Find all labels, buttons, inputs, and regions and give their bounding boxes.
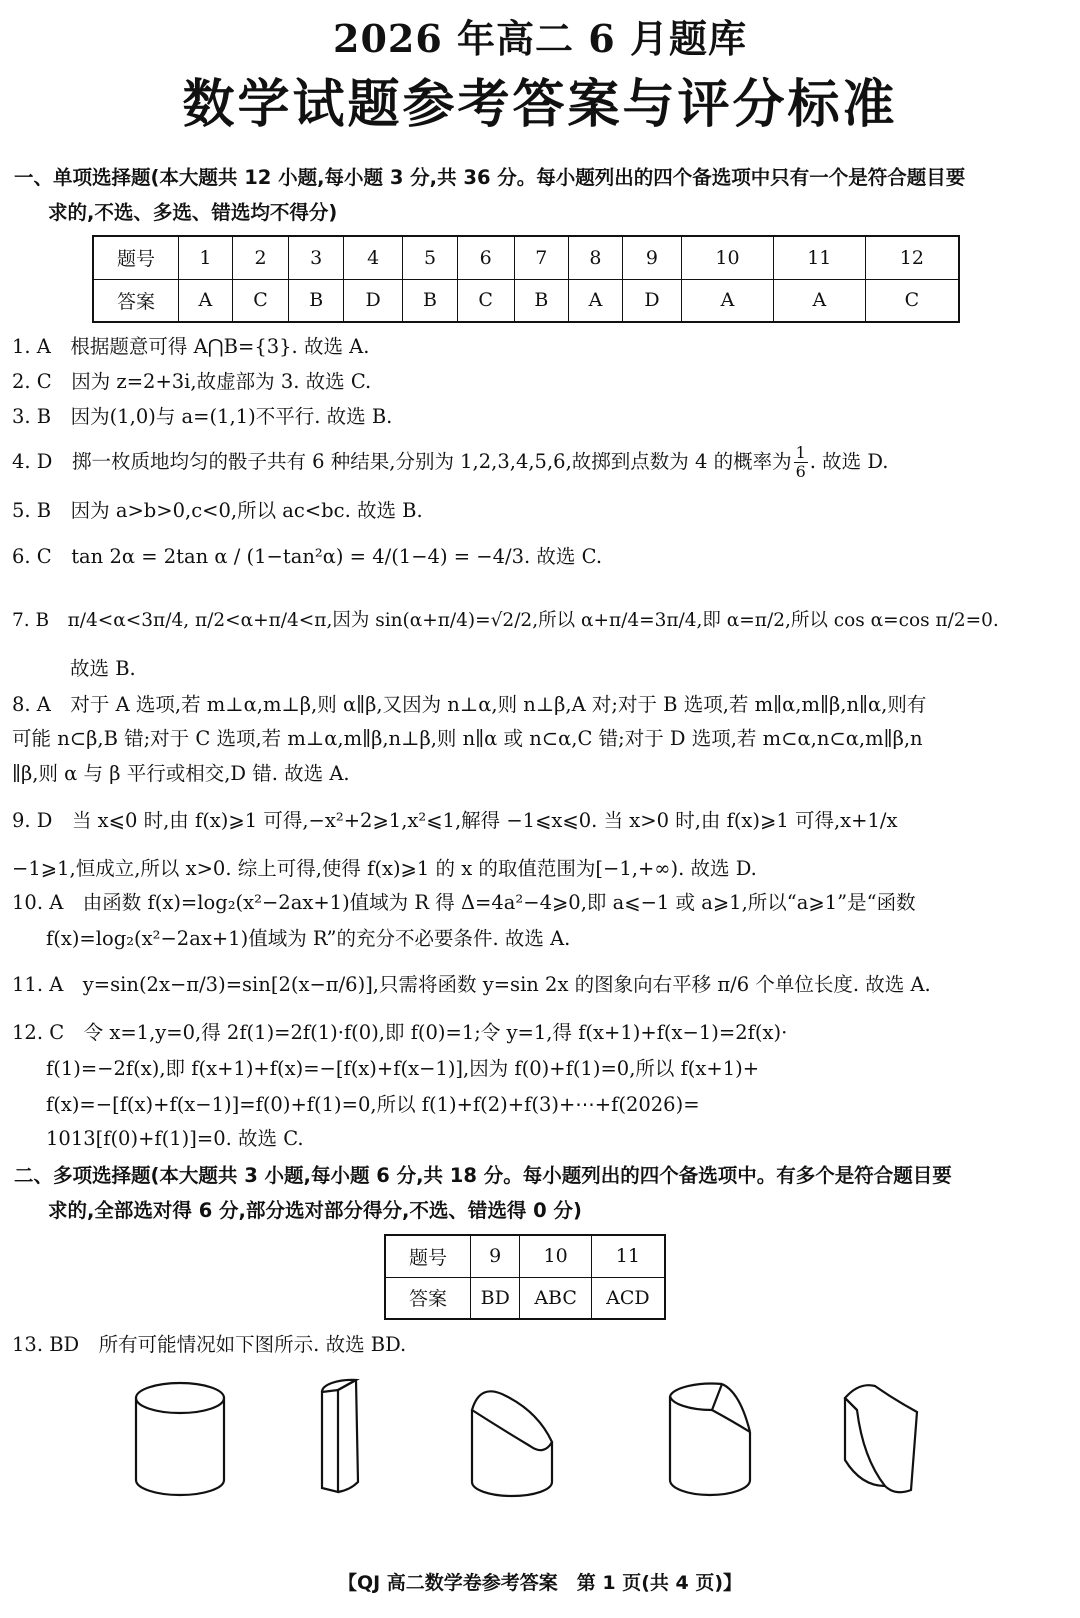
question-number-cell: 1 (179, 236, 233, 279)
notched-cylinder-icon (670, 1384, 750, 1495)
section2-heading (14, 1158, 1064, 1228)
question-number-cell: 7 (514, 236, 569, 279)
fraction-one-sixth (794, 444, 808, 481)
exam-title: 2026 年高二 6 月题库 (333, 16, 747, 61)
solution-7-line1: 7. B π/4<α<3π/4, π/2<α+π/4<π,因为 sin(α+π/4)=√2/2,所以 α+π/4=3π/4,即 α=π/2,所以 cos α=cos π/2=0. (12, 610, 999, 631)
solution-8-line3: ∥β,则 α 与 β 平行或相交,D 错. 故选 A. (12, 762, 350, 785)
slanted-cut-cylinder-icon (472, 1391, 552, 1496)
solution-4-text: 4. D 掷一枚质地均匀的骰子共有 6 种结果,分别为 1,2,3,4,5,6,故掷到点数为 4 的概率为 (12, 450, 792, 473)
answer-cell: A (773, 279, 865, 322)
solution-1: 1. A 根据题意可得 A⋂B={3}. 故选 A. (12, 335, 370, 358)
solid-figures (110, 1370, 950, 1510)
solution-6: 6. C tan 2α = 2tan α / (1−tan²α) = 4/(1−4) = −4/3. 故选 C. (12, 545, 603, 568)
answer-cell: B (403, 279, 458, 322)
question-number-cell: 12 (865, 236, 959, 279)
solution-13: 13. BD 所有可能情况如下图所示. 故选 BD. (12, 1333, 407, 1356)
document-title: 数学试题参考答案与评分标准 (182, 75, 898, 135)
question-number-cell: 5 (403, 236, 458, 279)
section2-heading-line1: 二、多项选择题(本大题共 3 小题,每小题 6 分,共 18 分。每小题列出的四个备选项中。有多个是符合题目要 (14, 1164, 952, 1187)
page-footer: 【QJ 高二数学卷参考答案 第 1 页(共 4 页)】 (337, 1572, 743, 1594)
section1-heading-line2: 求的,不选、多选、错选均不得分) (48, 201, 338, 224)
answer-table-single (92, 235, 960, 323)
solution-8-line2: 可能 n⊂β,B 错;对于 C 选项,若 m⊥α,m∥β,n⊥β,则 n∥α 或 n⊂α,C 错;对于 D 选项,若 m⊂α,n⊂α,m∥β,n (12, 727, 923, 750)
solution-7-line2: 故选 B. (70, 657, 136, 680)
solution-2: 2. C 因为 z=2+3i,故虚部为 3. 故选 C. (12, 370, 372, 393)
table-header-question: 题号 (93, 236, 179, 279)
question-number-cell: 2 (232, 236, 289, 279)
question-number-cell: 11 (773, 236, 865, 279)
answer-cell: C (232, 279, 289, 322)
answer-table-multiple (384, 1234, 666, 1320)
question-number-cell: 10 (520, 1235, 591, 1277)
table-header-answer: 答案 (385, 1277, 471, 1319)
solution-3: 3. B 因为(1,0)与 a=(1,1)不平行. 故选 B. (12, 405, 393, 428)
question-number-cell: 8 (569, 236, 623, 279)
answer-cell: BD (471, 1277, 520, 1319)
solution-9-line2: −1⩾1,恒成立,所以 x>0. 综上可得,使得 f(x)⩾1 的 x 的取值范围为[−1,+∞). 故选 D. (12, 857, 757, 880)
solution-12-line3: f(x)=−[f(x)+f(x−1)]=f(0)+f(1)=0,所以 f(1)+f(2)+f(3)+⋯+f(2026)= (46, 1093, 700, 1116)
section2-heading-line2: 求的,全部选对得 6 分,部分选对部分得分,不选、错选得 0 分) (48, 1199, 582, 1222)
question-number-cell: 6 (457, 236, 514, 279)
table-header-answer: 答案 (93, 279, 179, 322)
answer-cell: A (569, 279, 623, 322)
section1-heading (14, 160, 1064, 230)
cylinder-icon (136, 1383, 224, 1495)
answer-cell: ABC (520, 1277, 591, 1319)
answer-cell: A (682, 279, 774, 322)
solution-12-line4: 1013[f(0)+f(1)]=0. 故选 C. (46, 1127, 304, 1150)
answer-cell: D (344, 279, 403, 322)
question-number-cell: 9 (471, 1235, 520, 1277)
table-header-question: 题号 (385, 1235, 471, 1277)
question-number-cell: 11 (591, 1235, 665, 1277)
section1-heading-line1: 一、单项选择题(本大题共 12 小题,每小题 3 分,共 36 分。每小题列出的四个备选项中只有一个是符合题目要 (14, 166, 966, 189)
solution-5: 5. B 因为 a>b>0,c<0,所以 ac<bc. 故选 B. (12, 499, 423, 522)
answer-cell: D (622, 279, 681, 322)
answer-cell: C (457, 279, 514, 322)
solution-4-end: . 故选 D. (809, 450, 889, 473)
solution-9-line1: 9. D 当 x⩽0 时,由 f(x)⩾1 可得,−x²+2⩾1,x²⩽1,解得 −1⩽x⩽0. 当 x>0 时,由 f(x)⩾1 可得,x+1/x (12, 809, 898, 832)
solution-12-line2: f(1)=−2f(x),即 f(x+1)+f(x)=−[f(x)+f(x−1)],因为 f(0)+f(1)=0,所以 f(x+1)+ (46, 1057, 760, 1080)
solution-12-line1: 12. C 令 x=1,y=0,得 2f(1)=2f(1)·f(0),即 f(0)=1;令 y=1,得 f(x+1)+f(x−1)=2f(x)· (12, 1021, 788, 1044)
answer-cell: B (514, 279, 569, 322)
fraction-numerator: 1 (795, 443, 806, 462)
solution-4 (12, 444, 1068, 481)
answer-cell: A (179, 279, 233, 322)
solution-10-line2: f(x)=log₂(x²−2ax+1)值域为 R”的充分不必要条件. 故选 A. (46, 927, 571, 950)
answer-cell: C (865, 279, 959, 322)
question-number-cell: 10 (682, 236, 774, 279)
question-number-cell: 9 (622, 236, 681, 279)
answer-cell: B (289, 279, 344, 322)
solution-11: 11. A y=sin(2x−π/3)=sin[2(x−π/6)],只需将函数 y=sin 2x 的图象向右平移 π/6 个单位长度. 故选 A. (12, 973, 931, 996)
half-cylinder-icon (322, 1380, 358, 1492)
solution-8-line1: 8. A 对于 A 选项,若 m⊥α,m⊥β,则 α∥β,又因为 n⊥α,则 n⊥β,A 对;对于 B 选项,若 m∥α,m∥β,n∥α,则有 (12, 693, 927, 716)
question-number-cell: 3 (289, 236, 344, 279)
answer-cell: ACD (591, 1277, 665, 1319)
solution-10-line1: 10. A 由函数 f(x)=log₂(x²−2ax+1)值域为 R 得 Δ=4a²−4⩾0,即 a⩽−1 或 a⩾1,所以“a⩾1”是“函数 (12, 891, 916, 914)
fraction-denominator: 6 (795, 462, 806, 481)
question-number-cell: 4 (344, 236, 403, 279)
curved-wedge-icon (845, 1385, 917, 1492)
